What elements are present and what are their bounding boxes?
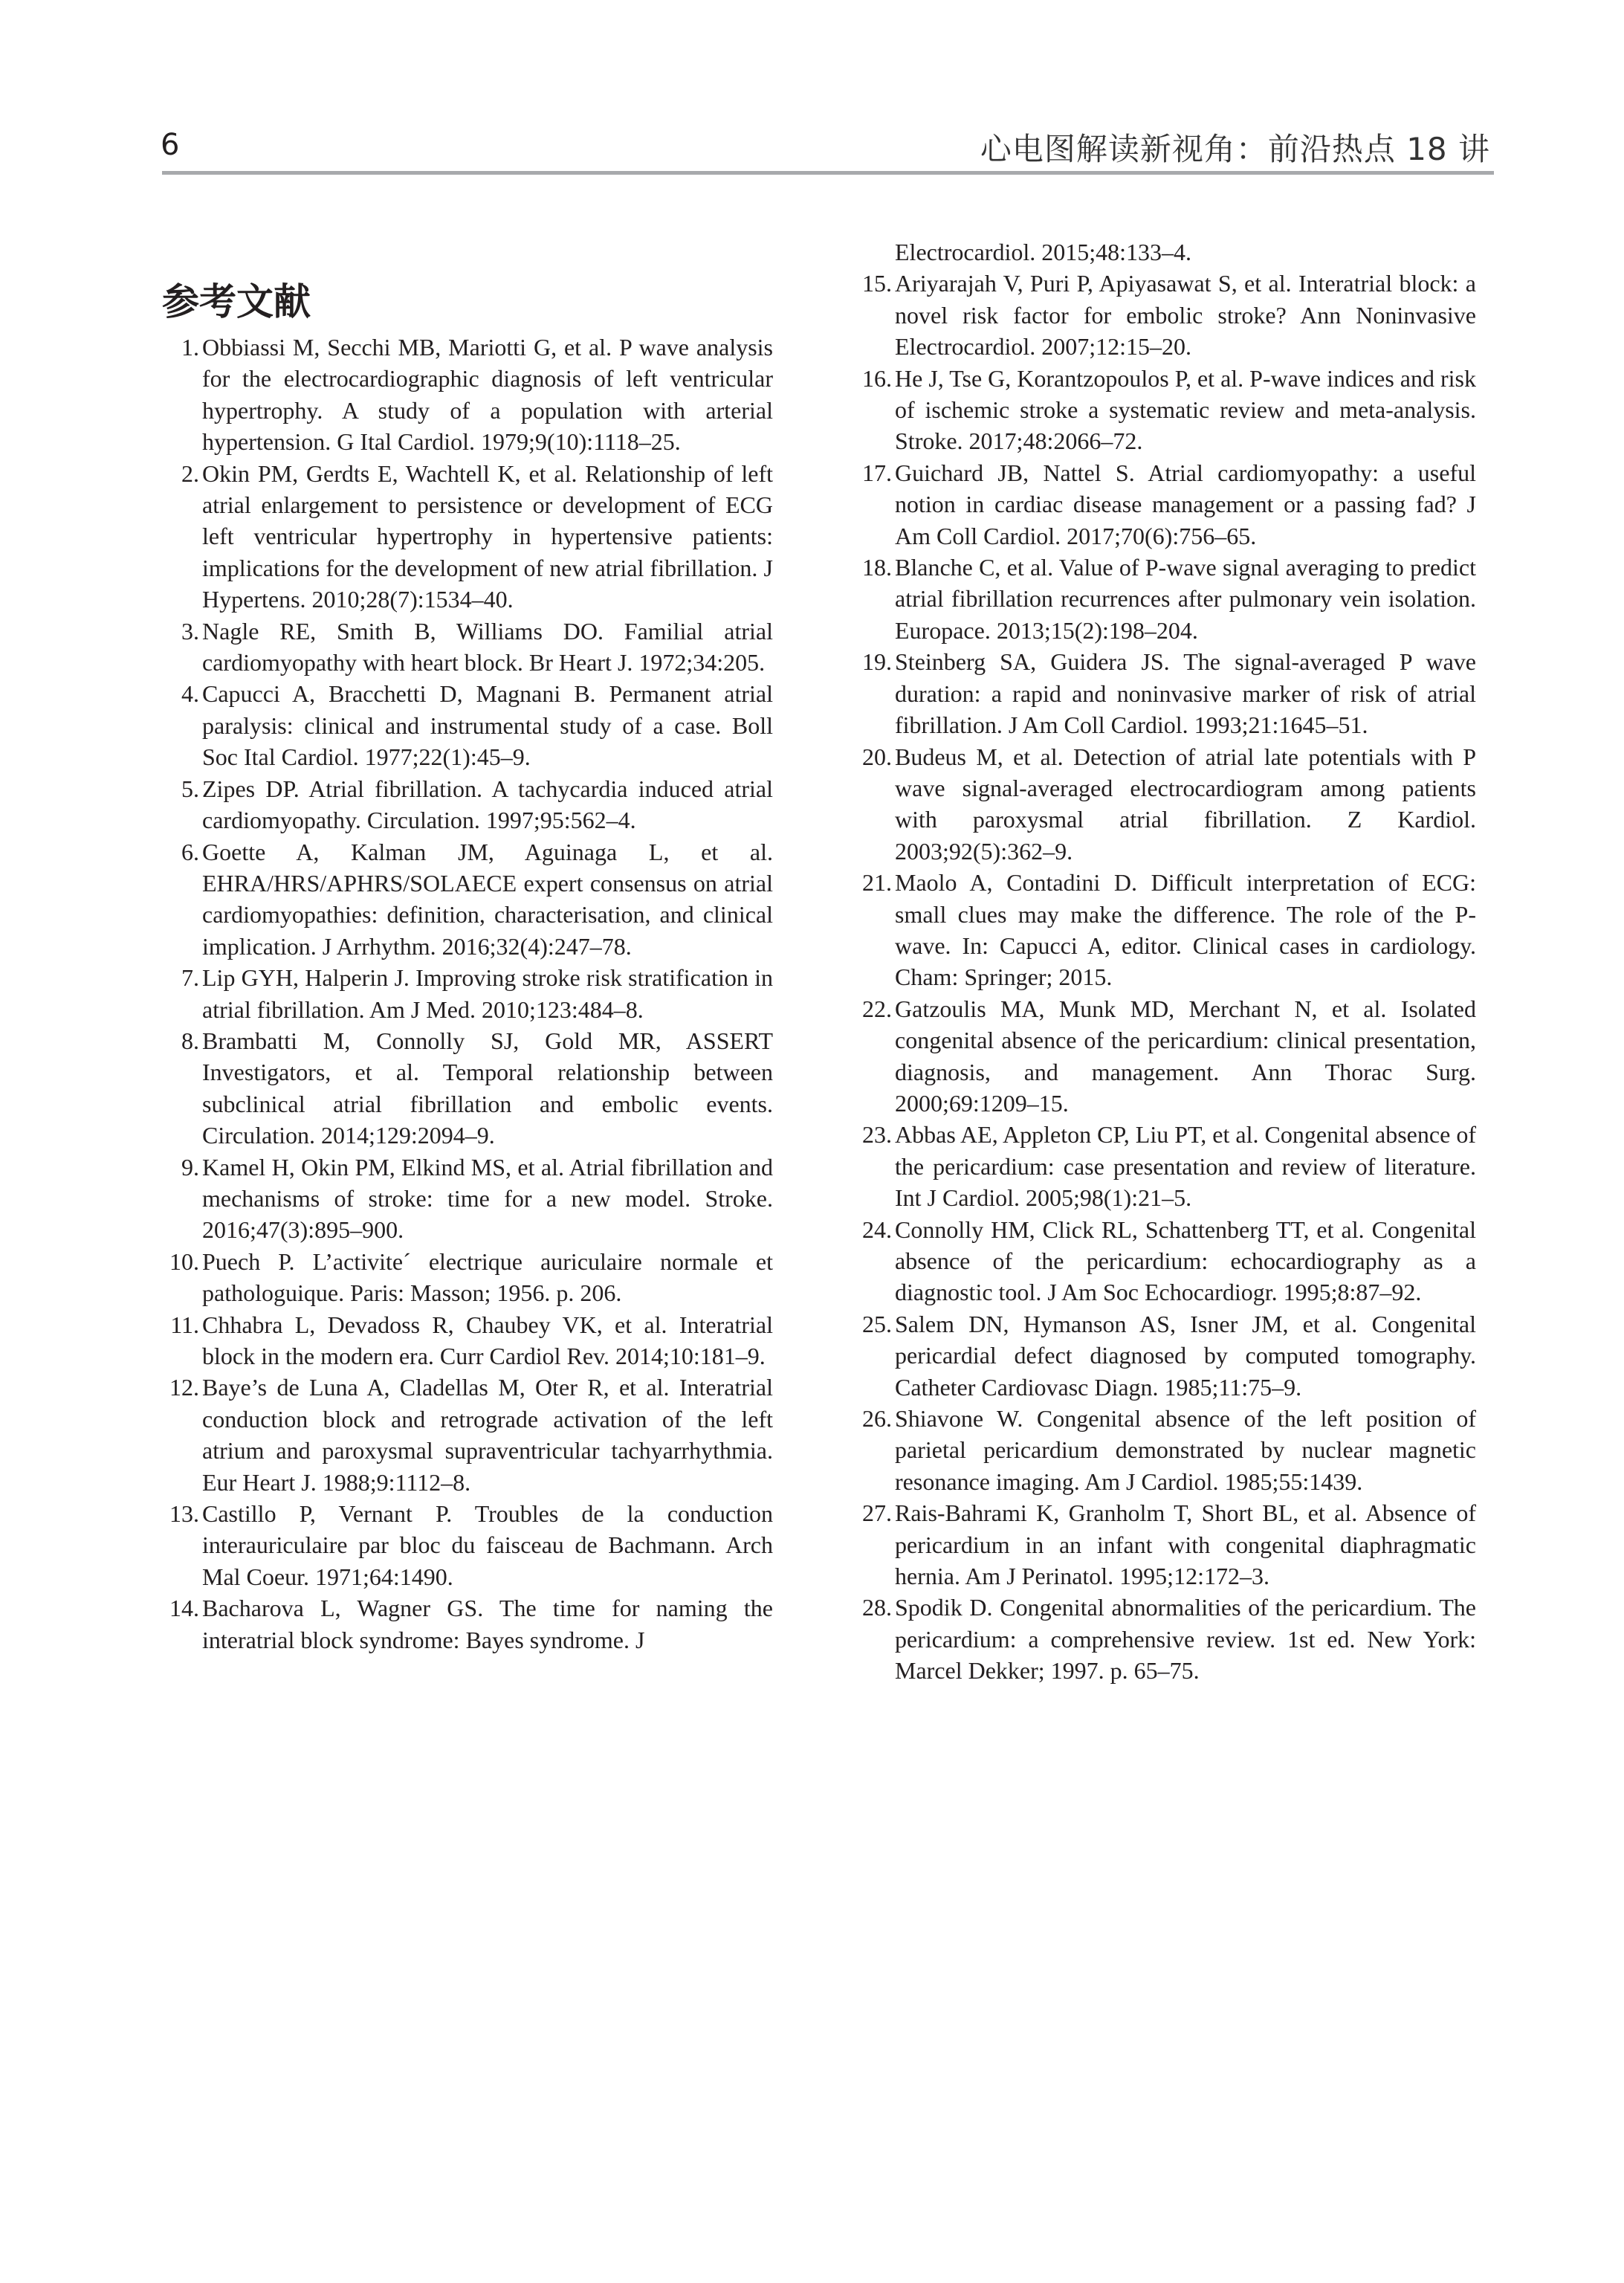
- reference-item: [162, 458, 773, 616]
- header-divider: [162, 171, 1494, 175]
- reference-number: 11.: [170, 1311, 199, 1338]
- reference-text: Gatzoulis MA, Munk MD, Merchant N, et al. Isolated congenital absence of the pericardium: clinical presentation, diagnosis, and management. Ann Thorac Surg. 2000;69:1209–15.: [895, 995, 1476, 1117]
- reference-text: Spodik D. Congenital abnormalities of the pericardium. The pericardium: a comprehensive review. 1st ed. New York: Marcel Dekker; 1997. p. 65–75.: [895, 1594, 1476, 1685]
- reference-number: 16.: [862, 364, 892, 392]
- reference-text: Kamel H, Okin PM, Elkind MS, et al. Atrial fibrillation and mechanisms of stroke: time for a new model. Stroke. 2016;47(3):895–900.: [202, 1153, 773, 1244]
- reference-text: Okin PM, Gerdts E, Wachtell K, et al. Relationship of left atrial enlargement to persistence or development of ECG left ventricular hypertrophy in hypertensive patients: implications for the development of new atrial fibrillation. J Hypertens. 2010;28(7):1534–40.: [202, 459, 773, 613]
- reference-item: [162, 1152, 773, 1246]
- reference-text: Baye’s de Luna A, Cladellas M, Oter R, et al. Interatrial conduction block and retrograde activation of the left atrium and paroxysmal supraventricular tachyarrhythmia. Eur Heart J. 1988;9:1112–8.: [202, 1374, 773, 1496]
- reference-number: 5.: [181, 775, 199, 802]
- reference-text: Obbiassi M, Secchi MB, Mariotti G, et al. P wave analysis for the electrocardiographic diagnosis of left ventricular hypertrophy. A study of a population with arterial hypertension. G Ital Cardiol. 1979;9(10):1118–25.: [202, 334, 773, 456]
- reference-item: [855, 1214, 1476, 1308]
- reference-item: [855, 1497, 1476, 1592]
- reference-text: Goette A, Kalman JM, Aguinaga L, et al. EHRA/HRS/APHRS/SOLAECE expert consensus on atrial cardiomyopathies: definition, characterisation, and clinical implication. J Arrhythm. 2016;32(4):247–78.: [202, 838, 773, 960]
- reference-item: [162, 1372, 773, 1498]
- reference-number: 15.: [862, 270, 892, 297]
- reference-item: [162, 1025, 773, 1152]
- reference-number: 28.: [862, 1594, 892, 1621]
- reference-text: Zipes DP. Atrial fibrillation. A tachycardia induced atrial cardiomyopathy. Circulation. 1997;95:562–4.: [202, 775, 773, 834]
- running-title: 心电图解读新视角：前沿热点 18 讲: [980, 131, 1490, 167]
- reference-item: [855, 268, 1476, 362]
- reference-text: Maolo A, Contadini D. Difficult interpretation of ECG: small clues may make the difference. The role of the P-wave. In: Capucci A, editor. Clinical cases in cardiology. Cham: Springer; 2015.: [895, 869, 1476, 991]
- reference-text: Brambatti M, Connolly SJ, Gold MR, ASSERT Investigators, et al. Temporal relationship between subclinical atrial fibrillation and embolic events. Circulation. 2014;129:2094–9.: [202, 1027, 773, 1149]
- reference-number: 27.: [862, 1499, 892, 1527]
- reference-item: [162, 836, 773, 963]
- reference-text: Connolly HM, Click RL, Schattenberg TT, et al. Congenital absence of the pericardium: echocardiography as a diagnostic tool. J Am Soc Echocardiogr. 1995;8:87–92.: [895, 1215, 1476, 1306]
- reference-text: Nagle RE, Smith B, Williams DO. Familial atrial cardiomyopathy with heart block. Br Heart J. 1972;34:205.: [202, 617, 773, 676]
- reference-item: [162, 332, 773, 458]
- reference-item: [855, 1592, 1476, 1686]
- reference-number: 20.: [862, 743, 892, 770]
- reference-number: 25.: [862, 1310, 892, 1337]
- reference-text: Castillo P, Vernant P. Troubles de la conduction interauriculaire par bloc du faisceau de Bachmann. Arch Mal Coeur. 1971;64:1490.: [202, 1500, 773, 1590]
- reference-text: Salem DN, Hymanson AS, Isner JM, et al. Congenital pericardial defect diagnosed by computed tomography. Catheter Cardiovasc Diagn. 1985;11:75–9.: [895, 1310, 1476, 1401]
- section-title: 参考文献: [162, 280, 311, 323]
- reference-text: He J, Tse G, Korantzopoulos P, et al. P-wave indices and risk of ischemic stroke a systematic review and meta-analysis. Stroke. 2017;48:2066–72.: [895, 364, 1476, 455]
- reference-number: 14.: [169, 1595, 199, 1622]
- reference-number: 7.: [181, 964, 199, 992]
- reference-item: [855, 1308, 1476, 1403]
- reference-item: [855, 552, 1476, 646]
- reference-text: Bacharova L, Wagner GS. The time for naming the interatrial block syndrome: Bayes syndrome. J: [202, 1595, 773, 1653]
- reference-item: [855, 741, 1476, 868]
- reference-item: [162, 1498, 773, 1592]
- reference-number: 6.: [181, 838, 199, 865]
- reference-number: 8.: [181, 1027, 199, 1054]
- reference-text: Budeus M, et al. Detection of atrial late potentials with P wave signal-averaged electrocardiogram among patients with paroxysmal atrial fibrillation. Z Kardiol. 2003;92(5):362–9.: [895, 743, 1476, 865]
- reference-number: 12.: [169, 1374, 199, 1401]
- references-right-column: [855, 236, 1476, 1687]
- reference-text: Chhabra L, Devadoss R, Chaubey VK, et al. Interatrial block in the modern era. Curr Cardiol Rev. 2014;10:181–9.: [202, 1311, 773, 1369]
- reference-number: 19.: [862, 648, 892, 676]
- reference-item: [855, 993, 1476, 1120]
- reference-number: 26.: [862, 1405, 892, 1433]
- reference-item: [855, 1119, 1476, 1213]
- reference-item: [855, 646, 1476, 740]
- reference-number: 10.: [169, 1247, 199, 1275]
- reference-continuation: Electrocardiol. 2015;48:133–4.: [895, 239, 1192, 265]
- reference-item: [162, 1592, 773, 1656]
- reference-number: 18.: [862, 554, 892, 581]
- reference-text: Steinberg SA, Guidera JS. The signal-averaged P wave duration: a rapid and noninvasive marker of risk of atrial fibrillation. J Am Coll Cardiol. 1993;21:1645–51.: [895, 648, 1476, 739]
- reference-text: Ariyarajah V, Puri P, Apiyasawat S, et al. Interatrial block: a novel risk factor for embolic stroke? Ann Noninvasive Electrocardiol. 2007;12:15–20.: [895, 270, 1476, 361]
- reference-text: Rais-Bahrami K, Granholm T, Short BL, et al. Absence of pericardium in an infant with congenital diaphragmatic hernia. Am J Perinatol. 1995;12:172–3.: [895, 1499, 1476, 1590]
- reference-text: Guichard JB, Nattel S. Atrial cardiomyopathy: a useful notion in cardiac disease management or a passing fad? J Am Coll Cardiol. 2017;70(6):756–65.: [895, 459, 1476, 549]
- reference-number: 17.: [862, 459, 892, 486]
- reference-number: 23.: [862, 1121, 892, 1149]
- reference-text: Puech P. L’activite´ electrique auriculaire normale et pathologuique. Paris: Masson; 1956. p. 206.: [202, 1247, 773, 1307]
- reference-text: Abbas AE, Appleton CP, Liu PT, et al. Congenital absence of the pericardium: case presentation and review of literature. Int J Cardiol. 2005;98(1):21–5.: [895, 1121, 1476, 1212]
- reference-number: 13.: [169, 1500, 199, 1528]
- reference-item: [855, 1403, 1476, 1497]
- reference-number: 3.: [181, 617, 199, 645]
- reference-number: 24.: [862, 1215, 892, 1243]
- reference-number: 21.: [862, 869, 892, 897]
- reference-item: [162, 773, 773, 836]
- reference-text: Capucci A, Bracchetti D, Magnani B. Permanent atrial paralysis: clinical and instrumental study of a case. Boll Soc Ital Cardiol. 1977;22(1):45–9.: [202, 680, 773, 771]
- reference-item: [162, 1246, 773, 1309]
- references-left-column: [162, 332, 773, 1656]
- reference-item: [162, 678, 773, 772]
- reference-item: [855, 457, 1476, 552]
- page-number: 6: [161, 128, 180, 162]
- reference-item: [855, 867, 1476, 993]
- reference-number: 22.: [862, 995, 892, 1022]
- reference-item: [162, 616, 773, 679]
- reference-item: [162, 1309, 773, 1372]
- reference-text: Lip GYH, Halperin J. Improving stroke risk stratification in atrial fibrillation. Am J Med. 2010;123:484–8.: [202, 964, 773, 1023]
- reference-text: Shiavone W. Congenital absence of the left position of parietal pericardium demonstrated by nuclear magnetic resonance imaging. Am J Cardiol. 1985;55:1439.: [895, 1405, 1476, 1495]
- reference-item: [855, 363, 1476, 457]
- reference-number: 1.: [181, 334, 199, 361]
- reference-number: 9.: [181, 1153, 199, 1181]
- reference-number: 4.: [181, 680, 199, 708]
- reference-number: 2.: [181, 459, 199, 487]
- reference-item: [162, 962, 773, 1025]
- reference-text: Blanche C, et al. Value of P-wave signal averaging to predict atrial fibrillation recurrences after pulmonary vein isolation. Europace. 2013;15(2):198–204.: [895, 554, 1476, 644]
